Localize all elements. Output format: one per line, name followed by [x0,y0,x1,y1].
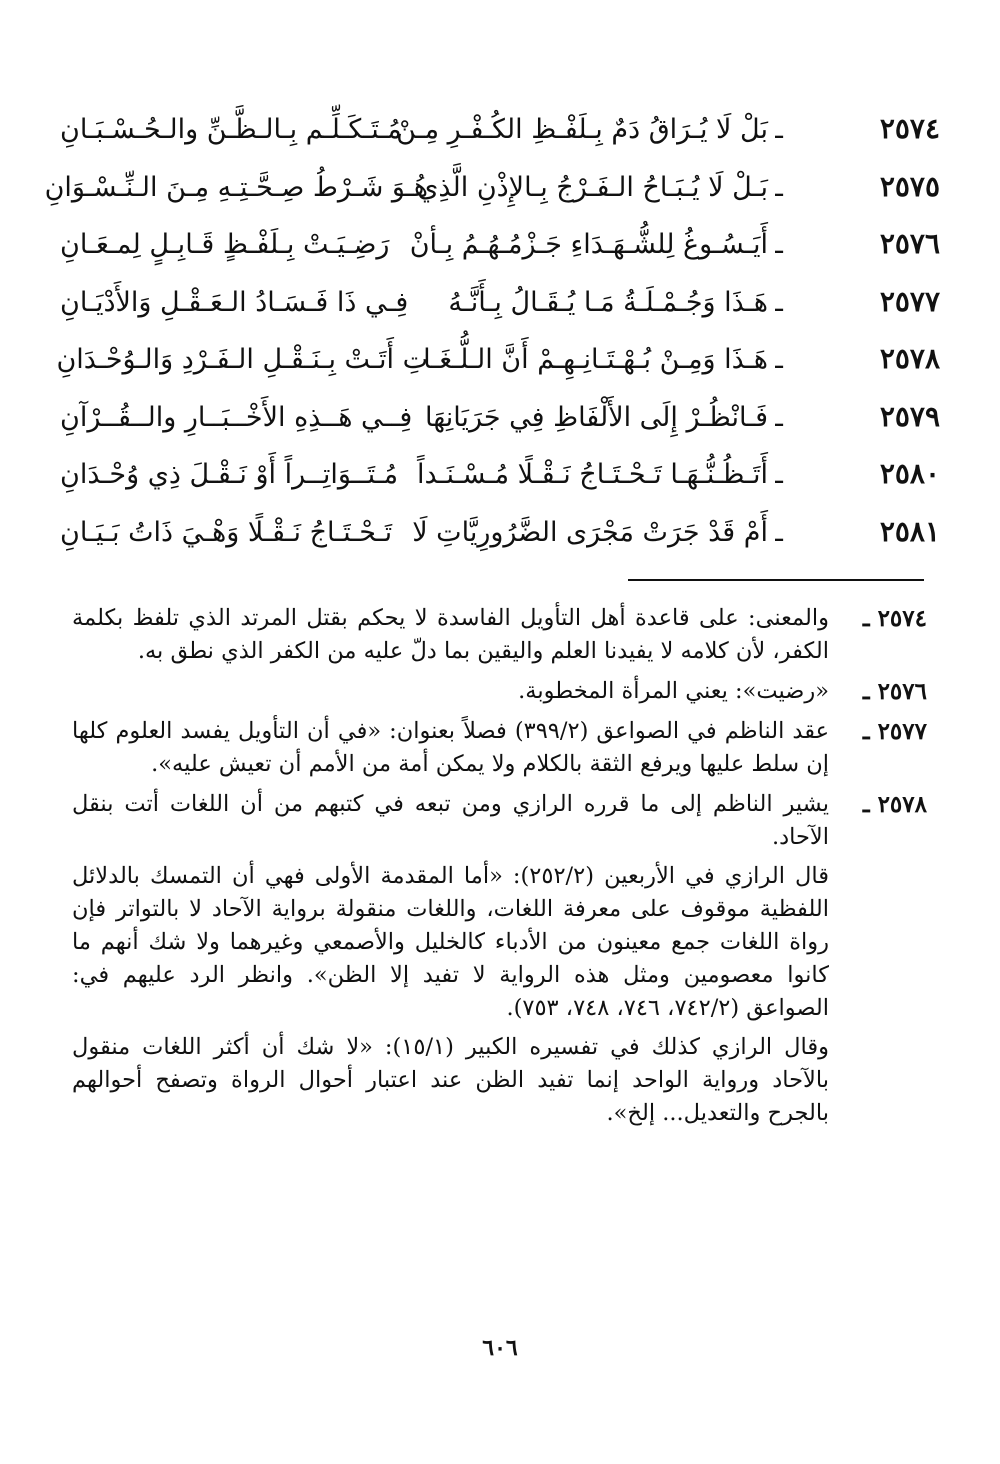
verse-first-hemistich: فَـانْظُـرْ إِلَى الأَلْفَاظِ فِي جَرَيَانِهَا [425,401,768,433]
verse-dash: ـ [775,460,783,490]
footnote-paragraph: «رضيت»: يعني المرأة المخطوبة. [518,678,829,704]
footnote-number: ٢٥٧٨ ـ [862,791,927,818]
verse-number: ٢٥٨١ [879,514,940,548]
footnote [72,602,927,668]
footnote-number: ٢٥٧٦ ـ [862,678,927,705]
verse-dash: ـ [775,402,783,433]
verse-dash: ـ [775,287,783,318]
footnote [72,788,927,1130]
footnote-text [72,715,829,781]
footnote-text [72,788,829,1130]
footnote [72,675,927,708]
page-number: ٦٠٦ [482,1335,518,1361]
verse-second-hemistich: هُـوَ شَـرْطُ صِـحَّـتِـهِ مِـنَ الـنِّـسْـوَانِ [44,171,428,203]
verse-row [56,342,940,400]
verse-first-hemistich: بَـلْ لَا يُـبَـاحُ الـفَـرْجُ بِـالإِذْنِ الَّذِي [417,171,768,203]
verse-dash: ـ [775,345,783,375]
verse-number: ٢٥٧٤ [879,112,940,145]
poem-verses [44,112,940,572]
verse-number: ٢٥٧٦ [879,227,940,260]
verse-dash: ـ [775,115,783,145]
verse-number: ٢٥٧٧ [879,284,940,318]
verse-number: ٢٥٨٠ [879,457,940,490]
verse-first-hemistich: هَـذَا وَجُـمْـلَـةُ مَـا يُـقَـالُ بِـأَنَّـهُ [448,286,768,318]
verse-second-hemistich: مُـتَـكَـلِّـم بِـالـظَّـنِّ والـحُـسْـبَـانِ [60,114,402,145]
verse-number: ٢٥٧٩ [879,399,940,433]
verse-second-hemistich: تِ أَتَـتْ بِـنَـقْـلِ الـفَـرْدِ وَالـوُحْـدَانِ [56,344,428,375]
footnotes [72,602,927,1137]
footnote-paragraph: والمعنى: على قاعدة أهل التأويل الفاسدة لا يحكم بقتل المرتد الذي تلفظ بكلمة الكفر، لأن كلامه لا يفيدنا العلم واليقين بما دلّ عليه من الكفر الذي نطق به. [72,605,829,664]
verse-row [44,169,940,228]
verse-second-hemistich: مُـتَــوَاتِــراً أَوْ نَـقْـلَ ذِي وُحْـدَانِ [60,459,399,490]
footnote-text [72,675,829,708]
verse-number: ٢٥٧٥ [879,169,940,203]
verse-row [60,285,940,343]
verse-first-hemistich: أَيَـسُـوغُ لِلشُّـهَـدَاءِ جَـزْمُـهُـمُ بِـأنْ [409,229,768,260]
footnote-paragraph: يشير الناظم إلى ما قرره الرازي ومن تبعه في كتبهم من أن اللغات أتت بنقل الآحاد. [72,791,829,850]
verse-first-hemistich: أَتَـظُـنُّـهَـا تَـحْـتَـاجُ نَـقْـلًا مُـسْـنَـداً [416,459,768,490]
footnote-number: ٢٥٧٤ ـ [862,605,927,632]
verse-dash: ـ [775,172,783,203]
verse-row [60,227,940,285]
verse-first-hemistich: أَمْ قَدْ جَرَتْ مَجْرَى الضَّرُورِيَّاتِ لَا [412,516,768,548]
verse-dash: ـ [775,517,783,548]
verse-second-hemistich: فِــي هَــذِهِ الأَخْــبَــارِ والــقُــرْآنِ [60,401,413,433]
footnote [72,715,927,781]
verse-second-hemistich: تَـحْـتَـاجُ نَـقْـلًا وَهْـيَ ذَاتُ بَـيَـانِ [60,516,393,548]
verse-first-hemistich: هَـذَا وَمِـنْ بُـهْـتَـانِـهِـمْ أَنَّ الـلُّـغَـا [423,344,768,375]
footnote-text [72,602,829,668]
verse-first-hemistich: بَلْ لَا يُـرَاقُ دَمٌ بِـلَفْـظِ الكُـفْـرِ مِـنْ [396,114,768,145]
footnote-number: ٢٥٧٧ ـ [862,718,927,745]
verse-number: ٢٥٧٨ [879,342,940,375]
verse-row [60,515,940,573]
verse-second-hemistich: رَضِـيَـتْ بِـلَفْـظٍ قَـابِـلٍ لِمـعَـانِ [60,229,390,260]
footnote-paragraph: قال الرازي في الأربعين (٢٥٢/٢): «أما المقدمة الأولى فهي أن التمسك بالدلائل اللفظية موقوف على معرفة اللغات، واللغات منقولة برواية الآحاد لا بالتواتر فإن رواة اللغات جمع معينون من الأدباء كالخليل والأصمعي وغيرهما ولا شك أنهم ما كانوا معصومين ومثل هذه الرواية لا تفيد إلا الظن». وانظر الرد عليهم في: الصواعق (٧٤٢/٢، ٧٤٦، ٧٤٨، ٧٥٣). [72,863,829,1021]
verse-row [60,457,940,515]
verse-row [60,400,940,458]
verse-row [60,112,940,170]
footnote-separator [628,579,924,581]
footnote-paragraph: وقال الرازي كذلك في تفسيره الكبير (١٥/١): «لا شك أن أكثر اللغات منقول بالآحاد ورواية الواحد إنما تفيد الظن عند اعتبار أحوال الرواة وتصفح أحوالهم بالجرح والتعديل... إلخ». [72,1034,829,1126]
footnote-paragraph: عقد الناظم في الصواعق (٣٩٩/٢) فصلاً بعنوان: «في أن التأويل يفسد العلوم كلها إن سلط عليها ويرفع الثقة بالكلام ولا يمكن أمة من الأمم أن تعيش عليه». [72,718,829,777]
verse-dash: ـ [775,230,783,260]
verse-second-hemistich: فِـي ذَا فَـسَـادُ الـعَـقْـلِ وَالأَدْيَـانِ [60,286,409,318]
